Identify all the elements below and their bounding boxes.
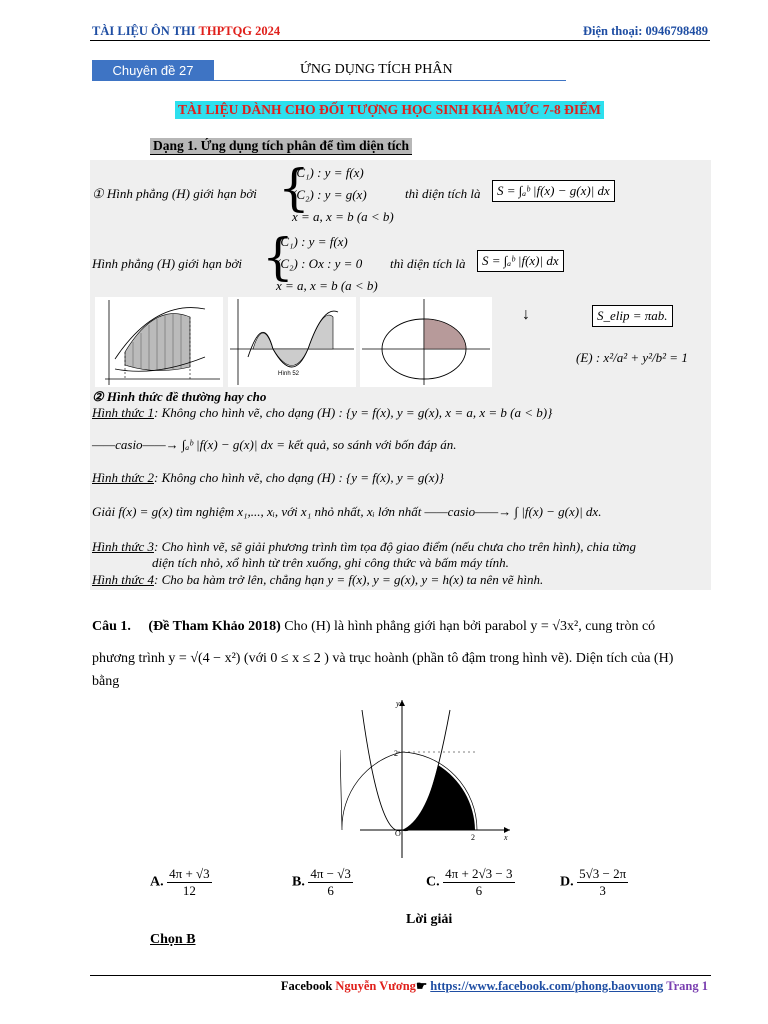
form4-text: : Cho ba hàm trở lên, chẳng hạn y = f(x), y = g(x), y = h(x) ta nên vẽ hình. bbox=[153, 572, 544, 587]
answer-c[interactable] bbox=[426, 866, 515, 899]
footer-author: Nguyễn Vương bbox=[335, 979, 416, 993]
answer-a[interactable] bbox=[150, 866, 212, 899]
header-divider bbox=[90, 40, 710, 41]
section-title: Dạng 1. Ứng dụng tích phân để tìm diện tích bbox=[150, 138, 412, 155]
answer-c-fraction: $\frac{4\pi + 2√3 - 3}{6}$ bbox=[445, 866, 513, 898]
form1 bbox=[92, 405, 552, 421]
chosen-answer-letter: B bbox=[186, 932, 196, 947]
form4-label: Hình thức 4 bbox=[92, 572, 154, 587]
item1-sys-2: (C₂) : y = g(x) bbox=[292, 187, 367, 202]
question-text-2: phương trình y = √(4 − x²) (với 0 ≤ x ≤ 2 ) và trục hoành (phần tô đậm trong hình vẽ). Diện tích của (H) bbox=[92, 651, 674, 666]
form2-label: Hình thức 2 bbox=[92, 470, 154, 485]
item1-sys-3: x = a, x = b (a < b) bbox=[292, 209, 394, 224]
graph-y-label: y bbox=[396, 699, 400, 708]
question-text-3: bằng bbox=[92, 674, 120, 689]
graph-origin-label: O bbox=[395, 829, 401, 838]
answer-c-label: C. bbox=[426, 874, 440, 890]
topic-title: ỨNG DỤNG TÍCH PHÂN bbox=[300, 62, 453, 77]
solution-title: Lời giải bbox=[406, 912, 453, 927]
header-left-highlight: THPTQG 2024 bbox=[198, 24, 281, 38]
graph-x-label: x bbox=[504, 833, 508, 842]
form1-label: Hình thức 1 bbox=[92, 405, 154, 420]
footer-facebook-link[interactable]: https://www.facebook.com/phong.baovuong bbox=[430, 979, 664, 993]
figure-ellipse bbox=[360, 297, 492, 387]
footer-divider bbox=[90, 975, 711, 976]
answer-a-fraction: $\frac{4\pi + √3}{12}$ bbox=[169, 866, 210, 898]
header-phone: Điện thoại: 0946798489 bbox=[583, 24, 708, 38]
form2 bbox=[92, 470, 444, 486]
chosen-answer-prefix: Chọn bbox=[150, 932, 187, 947]
item2-brace: { bbox=[262, 228, 294, 286]
footer-page-number: Trang 1 bbox=[663, 979, 708, 993]
forms-title: ② Hình thức đề thường hay cho bbox=[92, 389, 267, 404]
form3-text2: diện tích nhỏ, xổ hình từ trên xuống, ghi công thức và bấm máy tính. bbox=[152, 555, 509, 570]
answer-a-label: A. bbox=[150, 874, 164, 890]
item2-intro: Hình phẳng (H) giới hạn bởi bbox=[92, 256, 243, 271]
ellipse-area: S_elip = πab. bbox=[592, 305, 673, 327]
answer-b-fraction: $\frac{4\pi - √3}{6}$ bbox=[310, 866, 351, 898]
form1-calc: ——casio——→ ∫ₐᵇ |f(x) − g(x)| dx = kết quả, so sánh với bốn đáp án. bbox=[92, 437, 457, 452]
form3-label: Hình thức 3 bbox=[92, 539, 154, 554]
item1-sys-1: (C₁) : y = f(x) bbox=[292, 165, 364, 180]
item2-sys-1: (C₁) : y = f(x) bbox=[276, 234, 348, 249]
item2-formula: S = ∫ₐᵇ |f(x)| dx bbox=[477, 250, 564, 272]
item2-sys-3: x = a, x = b (a < b) bbox=[276, 278, 378, 293]
item1-then: thì diện tích là bbox=[405, 186, 481, 201]
item1-formula: S = ∫ₐᵇ |f(x) − g(x)| dx bbox=[492, 180, 615, 202]
answer-b-label: B. bbox=[292, 874, 305, 890]
chosen-answer bbox=[150, 932, 196, 948]
form2-calc: Giải f(x) = g(x) tìm nghiệm x₁,..., xᵢ, với x₁ nhỏ nhất, xᵢ lớn nhất ——casio——→ ∫ |f(x) − g(x)| dx. bbox=[92, 504, 602, 519]
pointing-hand-icon: ☛ bbox=[415, 979, 431, 993]
question-source: (Đề Tham Khảo 2018) bbox=[148, 619, 281, 634]
header-left-prefix: TÀI LIỆU ÔN THI bbox=[92, 24, 199, 38]
form4 bbox=[92, 572, 543, 588]
footer bbox=[281, 978, 708, 994]
answer-d-fraction: $\frac{5√3 - 2\pi}{3}$ bbox=[579, 866, 627, 898]
ellipse-equation: (E) : x²/a² + y²/b² = 1 bbox=[576, 350, 688, 365]
topic-underline bbox=[214, 80, 566, 81]
level-banner: TÀI LIỆU DÀNH CHO ĐỐI TƯỢNG HỌC SINH KHÁ MỨC 7-8 ĐIỂM bbox=[175, 101, 604, 119]
form2-text: : Không cho hình vẽ, cho dạng (H) : {y = f(x), y = g(x)} bbox=[153, 470, 445, 485]
question-text-1: Cho (H) là hình phẳng giới hạn bởi parabol y = √3x², cung tròn có bbox=[284, 619, 656, 634]
answer-d[interactable] bbox=[560, 866, 628, 899]
item1-intro: ① Hình phẳng (H) giới hạn bởi bbox=[92, 186, 257, 201]
form3 bbox=[92, 539, 636, 555]
question-number: Câu 1. bbox=[92, 619, 131, 634]
arrow-down-icon: ↓ bbox=[522, 306, 530, 323]
form3-text: : Cho hình vẽ, sẽ giải phương trình tìm tọa độ giao điểm (nếu chưa cho trên hình), chia từng bbox=[153, 539, 637, 554]
figure-area-sign-change bbox=[228, 297, 356, 387]
answer-d-label: D. bbox=[560, 874, 574, 890]
item1-brace: { bbox=[278, 159, 310, 217]
figure-area-between-curves bbox=[95, 297, 223, 387]
figure2-caption: Hình 52 bbox=[278, 371, 300, 377]
header-left bbox=[92, 24, 280, 39]
form1-text: : Không cho hình vẽ, cho dạng (H) : {y = f(x), y = g(x), x = a, x = b (a < b)} bbox=[153, 405, 553, 420]
topic-tag: Chuyên đề 27 bbox=[92, 60, 214, 81]
question-1 bbox=[92, 619, 655, 635]
graph-x-two: 2 bbox=[471, 833, 475, 842]
item2-then: thì diện tích là bbox=[390, 256, 466, 271]
footer-prefix: Facebook bbox=[280, 979, 336, 993]
question-graph bbox=[340, 690, 520, 860]
answer-b[interactable] bbox=[292, 866, 353, 899]
item2-sys-2: (C₂) : Ox : y = 0 bbox=[276, 256, 363, 271]
graph-y-two: 2 bbox=[394, 749, 398, 758]
